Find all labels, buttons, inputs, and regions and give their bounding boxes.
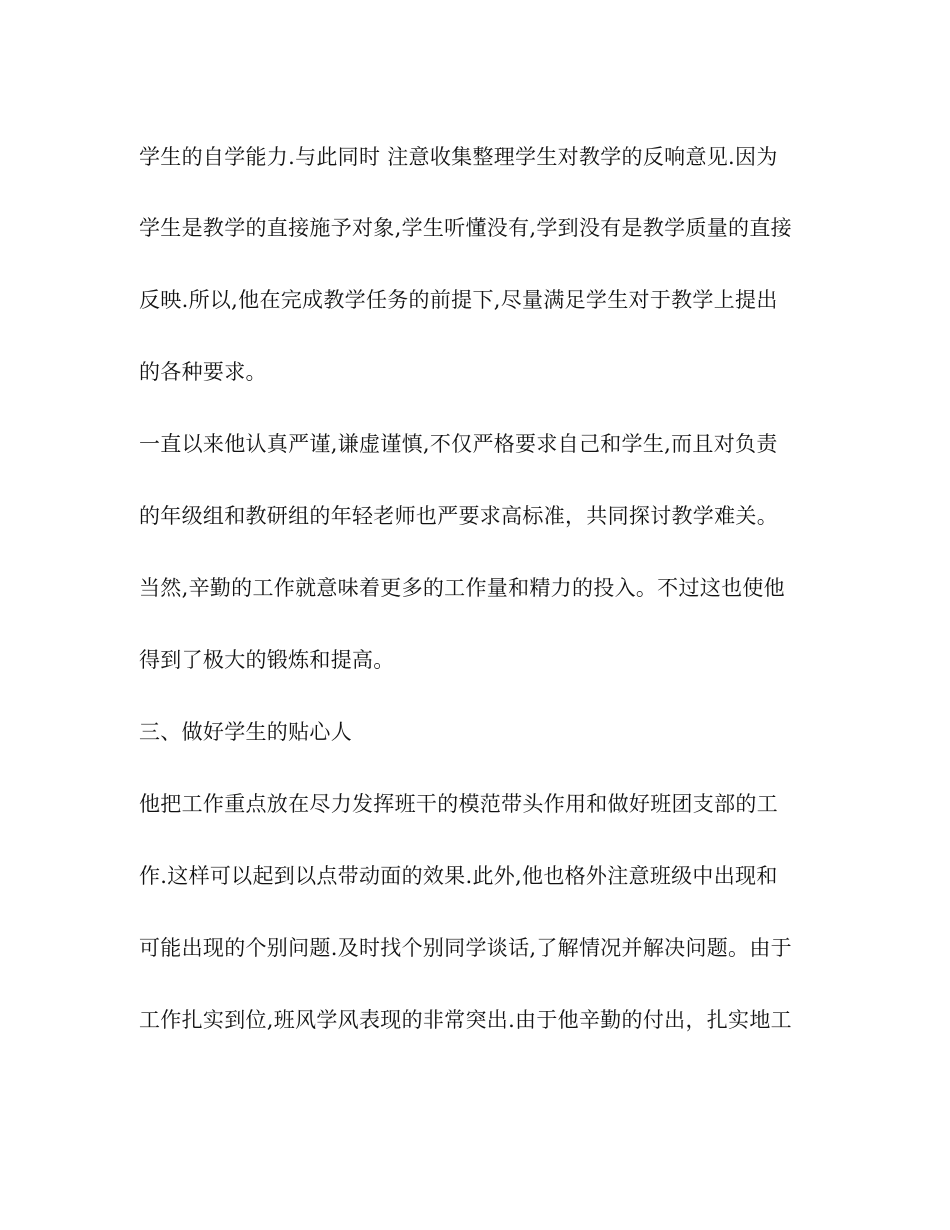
- text-line: 当然,辛勤的工作就意味着更多的工作量和精力的投入。不过这也使他: [139, 576, 785, 600]
- text-line: 一直以来他认真严谨,谦虚谨慎,不仅严格要求自己和学生,而且对负责: [139, 432, 778, 456]
- text-line: 作.这样可以起到以点带动面的效果.此外,他也格外注意班级中出现和: [139, 864, 778, 888]
- text-line: 的各种要求。: [139, 360, 267, 384]
- text-line: 他把工作重点放在尽力发挥班干的模范带头作用和做好班团支部的工: [139, 792, 778, 816]
- text-line: 反映.所以,他在完成教学任务的前提下,尽量满足学生对于教学上提出: [139, 288, 778, 312]
- text-line: 学生的自学能力.与此同时 注意收集整理学生对教学的反响意见.因为: [139, 145, 778, 169]
- text-line: 学生是教学的直接施予对象,学生听懂没有,学到没有是教学质量的直接: [139, 216, 792, 240]
- text-line: 的年级组和教研组的年轻老师也严要求高标准，共同探讨教学难关。: [139, 504, 778, 528]
- section-heading: 三、做好学生的贴心人: [139, 720, 352, 744]
- text-line: 可能出现的个别问题.及时找个别同学谈话,了解情况并解决问题。由于: [139, 936, 792, 960]
- text-line: 工作扎实到位,班风学风表现的非常突出.由于他辛勤的付出，扎实地工: [139, 1008, 792, 1032]
- text-line: 得到了极大的锻炼和提高。: [139, 648, 395, 672]
